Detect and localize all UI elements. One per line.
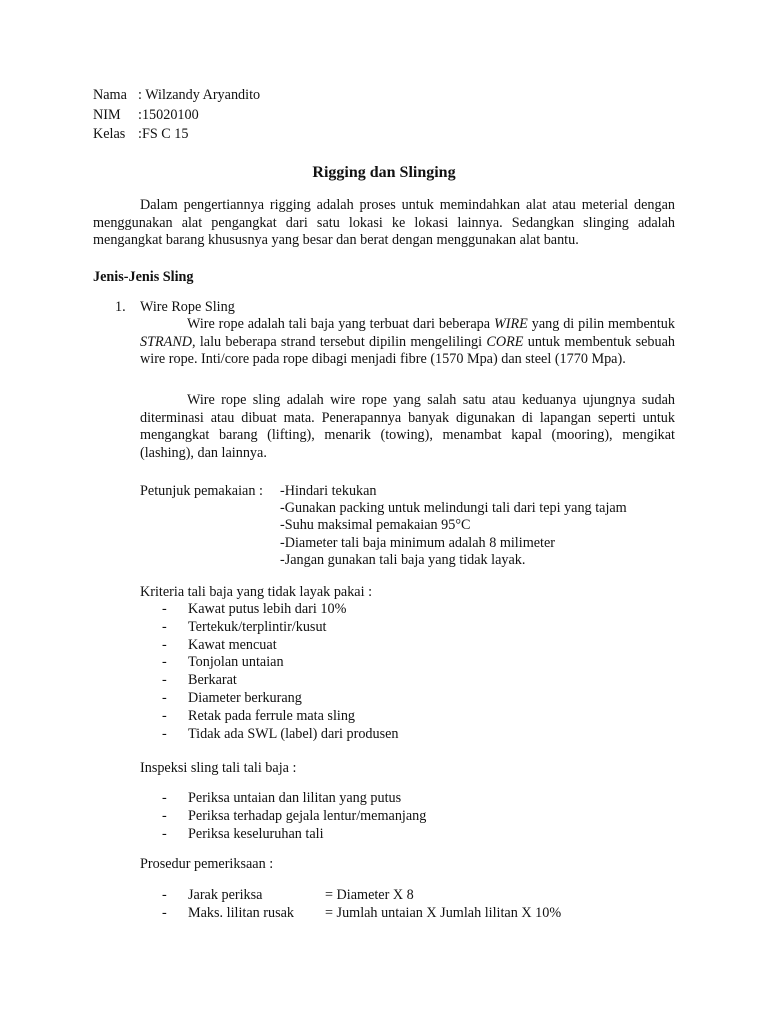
list-item-text: Tertekuk/terplintir/kusut xyxy=(188,618,327,635)
dash-bullet: - xyxy=(162,887,167,903)
dash-bullet: - xyxy=(162,825,167,842)
procedure-key: Maks. lilitan rusak xyxy=(188,904,294,921)
section-heading: Jenis-Jenis Sling xyxy=(93,269,194,285)
list-item xyxy=(162,887,561,905)
emphasis-term: STRAND xyxy=(140,333,193,350)
list-item xyxy=(162,826,426,844)
dash-bullet: - xyxy=(162,904,167,921)
info-row-name xyxy=(93,87,260,107)
info-label: Nama xyxy=(93,87,127,103)
procedure-formula: = Diameter X 8 xyxy=(325,887,414,903)
dash-bullet: - xyxy=(162,636,167,653)
list-item-text: Periksa terhadap gejala lentur/memanjang xyxy=(188,807,427,824)
info-label: NIM xyxy=(93,106,121,123)
usage-item: -Hindari tekukan xyxy=(280,483,377,499)
procedure-formula: = Jumlah untaian X Jumlah lilitan X 10% xyxy=(325,904,562,921)
info-row-nim xyxy=(93,107,260,127)
item-title: Wire Rope Sling xyxy=(140,299,235,315)
dash-bullet: - xyxy=(162,601,167,617)
info-value: : Wilzandy Aryandito xyxy=(138,87,261,103)
paragraph-text: Wire rope sling adalah wire rope yang salah satu atau keduanya ujungnya sudah diterminasi atau dibuat mata. Penerapannya banyak digunakan di lapangan seperti untuk mengangkat barang (lifting), menarik (towing), menambat kapal (mooring), mengikat (lashing), dan lainnya. xyxy=(140,392,675,461)
procedure-key: Jarak periksa xyxy=(188,887,263,903)
usage-item: -Gunakan packing untuk melindungi tali dari tepi yang tajam xyxy=(280,500,627,517)
dash-bullet: - xyxy=(162,790,167,806)
list-item-text: Tonjolan untaian xyxy=(188,654,284,671)
info-value: :FS C 15 xyxy=(138,126,189,142)
text-run: yang di pilin membentuk xyxy=(527,316,675,332)
list-item xyxy=(162,601,399,619)
info-value: :15020100 xyxy=(138,106,199,123)
dash-bullet: - xyxy=(162,707,167,724)
list-item-text: Kawat mencuat xyxy=(188,636,277,653)
usage-item: -Diameter tali baja minimum adalah 8 milimeter xyxy=(280,534,555,551)
list-item-text: Berkarat xyxy=(188,672,237,689)
inspection-list xyxy=(162,790,426,843)
wire-rope-sling-paragraph xyxy=(140,392,675,462)
list-item-text: Diameter berkurang xyxy=(188,689,302,706)
text-run: , lalu beberapa strand tersebut dipilin mengelilingi xyxy=(192,333,487,350)
list-item xyxy=(162,672,399,690)
list-number: 1. xyxy=(115,299,126,315)
usage-item: -Jangan gunakan tali baja yang tidak layak. xyxy=(280,551,526,568)
dash-bullet: - xyxy=(162,654,167,671)
list-item xyxy=(162,726,399,744)
list-item xyxy=(162,790,426,808)
criteria-heading: Kriteria tali baja yang tidak layak pakai : xyxy=(140,584,373,600)
usage-list xyxy=(280,483,627,569)
dash-bullet: - xyxy=(162,807,167,824)
dash-bullet: - xyxy=(162,672,167,689)
text-run: Wire rope adalah tali baja yang terbuat dari beberapa xyxy=(187,316,494,332)
inspection-heading: Inspeksi sling tali tali baja : xyxy=(140,760,297,776)
list-item-text: Periksa untaian dan lilitan yang putus xyxy=(188,790,402,806)
list-item-text: Kawat putus lebih dari 10% xyxy=(188,601,347,617)
emphasis-term: CORE xyxy=(486,333,524,350)
text-run: untuk membentuk sebuah wire rope. Inti/core pada rope dibagi menjadi fibre (1570 Mpa) dan steel (1770 Mpa). xyxy=(140,333,675,368)
dash-bullet: - xyxy=(162,725,167,742)
usage-label: Petunjuk pemakaian : xyxy=(140,483,263,499)
criteria-list xyxy=(162,601,399,743)
list-item xyxy=(162,905,561,923)
list-item xyxy=(162,637,399,655)
dash-bullet: - xyxy=(162,618,167,635)
intro-paragraph: Dalam pengertiannya rigging adalah proses untuk memindahkan alat atau meterial dengan menggunakan alat pengangkat dari satu lokasi ke lokasi lainnya. Sedangkan slinging adalah mengangkat barang khususnya yang besar dan berat dengan menggunakan alat bantu. xyxy=(93,197,675,249)
usage-item: -Suhu maksimal pemakaian 95°C xyxy=(280,517,471,534)
list-item xyxy=(162,654,399,672)
document-title: Rigging dan Slinging xyxy=(312,164,456,181)
list-item-text: Tidak ada SWL (label) dari produsen xyxy=(188,725,399,742)
list-item-text: Periksa keseluruhan tali xyxy=(188,825,324,842)
list-item xyxy=(162,708,399,726)
info-row-class xyxy=(93,126,260,146)
dash-bullet: - xyxy=(162,689,167,706)
emphasis-term: WIRE xyxy=(493,316,528,332)
procedure-list xyxy=(162,887,561,923)
info-label: Kelas xyxy=(93,126,126,142)
list-item xyxy=(162,619,399,637)
list-item xyxy=(162,690,399,708)
procedure-heading: Prosedur pemeriksaan : xyxy=(140,856,274,872)
student-info xyxy=(93,87,260,146)
paragraph-text xyxy=(140,316,675,369)
list-item-text: Retak pada ferrule mata sling xyxy=(188,707,356,724)
wire-rope-paragraph xyxy=(140,316,675,369)
list-item xyxy=(162,808,426,826)
